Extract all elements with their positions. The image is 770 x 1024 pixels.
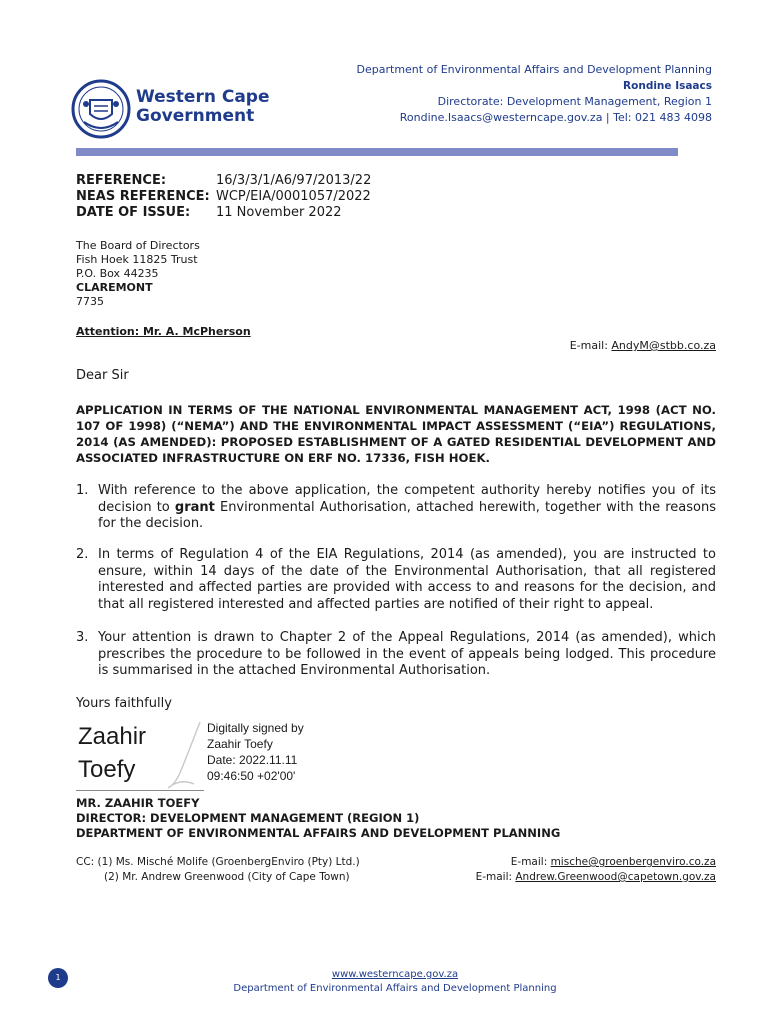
sender-block	[357, 62, 712, 126]
closing: Yours faithfully	[76, 696, 172, 711]
cc-row	[76, 870, 716, 885]
email-label: E-mail:	[569, 339, 612, 352]
logo-wordmark	[136, 88, 270, 126]
paragraph-2	[76, 547, 716, 613]
signature-info-line: Zaahir Toefy	[207, 737, 273, 751]
paragraph-text	[98, 483, 716, 533]
neas-reference-value: WCP/EIA/0001057/2022	[216, 189, 371, 204]
sender-directorate: Directorate: Development Management, Region 1	[437, 95, 712, 108]
page-number-badge: 1	[48, 968, 68, 988]
recipient-address	[76, 239, 200, 309]
paragraph-text-end: Environmental Authorisation, attached herewith, together with the reasons for the decision.	[98, 499, 716, 531]
signature-mark-icon	[160, 718, 210, 792]
footer-department: Department of Environmental Affairs and Development Planning	[233, 983, 557, 994]
paragraph-3	[76, 630, 716, 680]
reference-block	[76, 173, 371, 221]
reference-value: 16/3/3/1/A6/97/2013/22	[216, 173, 372, 188]
recipient-email	[570, 339, 716, 352]
sender-department: Department of Environmental Affairs and Development Planning	[356, 63, 712, 76]
neas-reference-row	[76, 189, 371, 205]
signatory-title: DIRECTOR: DEVELOPMENT MANAGEMENT (REGION 1)	[76, 811, 420, 825]
western-cape-crest-logo	[70, 78, 132, 140]
sender-name: Rondine Isaacs	[623, 80, 712, 92]
signature-first-name: Zaahir	[78, 723, 147, 750]
sender-contact: Rondine.Isaacs@westerncape.gov.za | Tel: 021 483 4098	[399, 111, 712, 124]
paragraph-number: 2.	[76, 547, 89, 562]
signatory-name: MR. ZAAHIR TOEFY	[76, 796, 200, 810]
cc-email-link[interactable]: Andrew.Greenwood@capetown.gov.za	[515, 871, 716, 883]
footer-url[interactable]: www.westerncape.gov.za	[331, 969, 459, 980]
logo-line-1: Western Cape	[136, 87, 270, 107]
cc-row	[76, 855, 716, 870]
address-line: The Board of Directors	[76, 239, 200, 252]
paragraph-text: In terms of Regulation 4 of the EIA Regulations, 2014 (as amended), you are instructed to ensure, within 14 days of the date of the Environmental Authorisation, that all registered interested and affected parties are provided with access to and reasons for the decision, and that all registered interested and affected parties are notified of their right to appeal.	[98, 547, 716, 612]
address-postcode: 7735	[76, 295, 104, 308]
cc-email	[476, 870, 716, 885]
address-city: CLAREMONT	[76, 281, 153, 294]
paragraph-number: 1.	[76, 483, 89, 498]
paragraph-1	[76, 483, 716, 533]
cc-email-label: E-mail:	[510, 856, 551, 868]
paragraph-text: Your attention is drawn to Chapter 2 of the Appeal Regulations, 2014 (as amended), which prescribes the procedure to be followed in the event of appeals being lodged. This procedure is summarised in the attached Environmental Authorisation.	[98, 630, 716, 678]
logo-line-2: Government	[136, 106, 255, 126]
address-line: Fish Hoek 11825 Trust	[76, 253, 198, 266]
recipient-email-link[interactable]: AndyM@stbb.co.za	[611, 339, 716, 352]
signature-name	[78, 720, 146, 786]
cc-block	[76, 855, 716, 885]
salutation: Dear Sir	[76, 368, 129, 383]
grant-emphasis: grant	[174, 499, 215, 515]
signatory-department: DEPARTMENT OF ENVIRONMENTAL AFFAIRS AND DEVELOPMENT PLANNING	[76, 826, 561, 840]
date-of-issue-value: 11 November 2022	[216, 205, 342, 220]
signature-info-line: 09:46:50 +02'00'	[207, 769, 296, 783]
neas-reference-label: NEAS REFERENCE:	[76, 189, 210, 204]
footer	[0, 968, 770, 996]
signature-last-name: Toefy	[78, 756, 136, 783]
attention-line: Attention: Mr. A. McPherson	[76, 325, 251, 338]
cc-email-label: E-mail:	[475, 871, 516, 883]
date-of-issue-label: DATE OF ISSUE:	[76, 205, 191, 220]
reference-row	[76, 173, 371, 189]
cc-recipient: (2) Mr. Andrew Greenwood (City of Cape Town)	[104, 871, 350, 883]
cc-email	[511, 855, 716, 870]
subject-heading: APPLICATION IN TERMS OF THE NATIONAL ENVIRONMENTAL MANAGEMENT ACT, 1998 (ACT NO. 107 OF 1998) (“NEMA”) AND THE ENVIRONMENTAL IMPACT ASSESSMENT (“EIA”) REGULATIONS, 2014 (AS AMENDED): PROPOSED ESTABLISHMENT OF A GATED RESIDENTIAL DEVELOPMENT AND ASSOCIATED INFRASTRUCTURE ON ERF NO. 17336, FISH HOEK.	[76, 403, 716, 465]
address-line: P.O. Box 44235	[76, 267, 159, 280]
signature-line	[76, 790, 204, 791]
signature-info-line: Digitally signed by	[207, 721, 304, 735]
paragraph-number: 3.	[76, 630, 89, 645]
signatory-block	[76, 796, 560, 841]
cc-email-link[interactable]: mische@groenbergenviro.co.za	[550, 856, 716, 868]
header-rule	[76, 148, 678, 156]
cc-recipient: CC: (1) Ms. Misché Molife (GroenbergEnviro (Pty) Ltd.)	[76, 856, 360, 868]
date-of-issue-row	[76, 205, 371, 221]
reference-label: REFERENCE:	[76, 173, 167, 188]
signature-info-line: Date: 2022.11.11	[207, 753, 298, 767]
paragraph-text-start: With reference to the above application, the competent authority hereby notifies you of its decision to	[98, 483, 716, 515]
digital-signature-info[interactable]	[207, 720, 304, 784]
